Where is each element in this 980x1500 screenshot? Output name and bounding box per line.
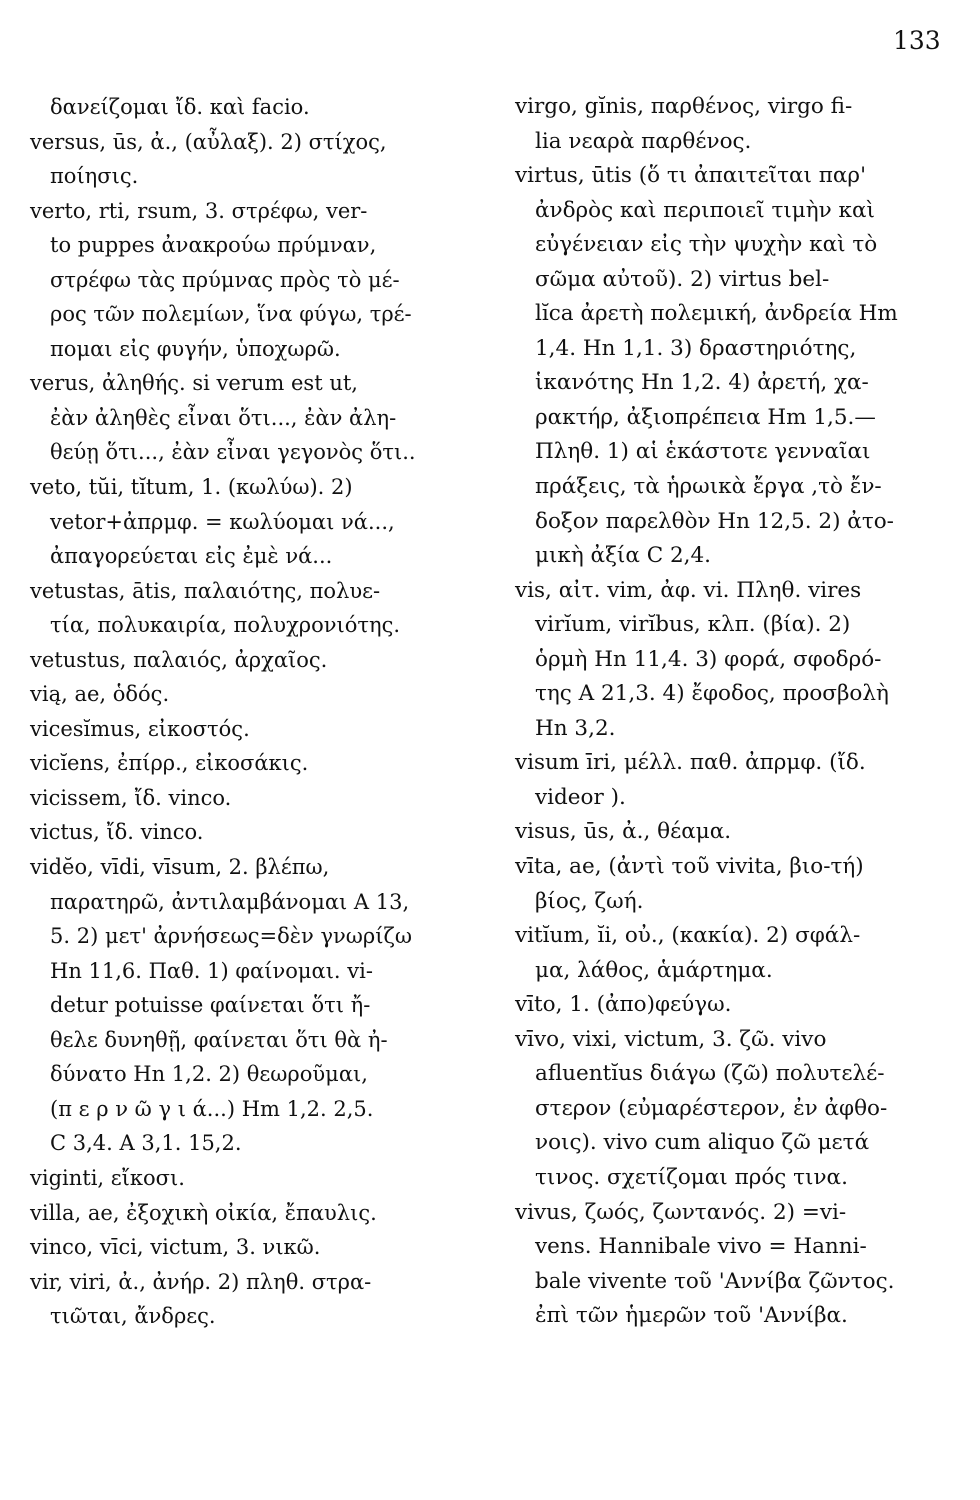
dictionary-line: δοξον παρελθὸν Hn 12,5. 2) ἀτο-: [535, 508, 894, 534]
dictionary-line: Hn 3,2.: [535, 715, 616, 741]
dictionary-line: (π ε ρ ν ῶ γ ι ά...) Hm 1,2. 2,5.: [50, 1096, 374, 1121]
dictionary-line: ρακτήρ, ἀξιοπρέπεια Hm 1,5.—: [535, 404, 876, 430]
dictionary-line: to puppes ἀνακρούω πρύμναν,: [50, 233, 377, 258]
dictionary-line: 1,4. Hn 1,1. 3) δραστηριότης,: [535, 335, 857, 361]
dictionary-line: veto, tŭi, tĭtum, 1. (κωλύω). 2): [30, 475, 353, 500]
dictionary-line: virgo, gĭnis, παρθένος, virgo fi-: [515, 94, 853, 119]
dictionary-line: τιῶται, ἄνδρες.: [50, 1304, 216, 1329]
dictionary-line: θελε δυνηθῇ, φαίνεται ὅτι θὰ ἠ-: [50, 1027, 388, 1052]
dictionary-line: versus, ūs, ἀ., (αὖλαξ). 2) στίχος,: [30, 129, 387, 154]
dictionary-line: vīta, ae, (ἀντὶ τοῦ vivita, βιο-τή): [515, 854, 864, 880]
dictionary-line: τία, πολυκαιρία, πολυχρονιότης.: [50, 613, 401, 638]
dictionary-line: vir, viri, ἀ., ἀνήρ. 2) πληθ. στρα-: [30, 1269, 372, 1294]
dictionary-line: σῶμα αὐτοῦ). 2) virtus bel-: [535, 266, 830, 292]
dictionary-line: μικὴ ἀξία C 2,4.: [535, 543, 712, 569]
dictionary-line: βίος, ζωή.: [535, 888, 644, 914]
dictionary-line: πράξεις, τὰ ἡρωικὰ ἔργα ,τὸ ἔν-: [535, 474, 882, 500]
dictionary-line: victus, ἴδ. vinco.: [30, 820, 204, 845]
dictionary-line: vinco, vīci, victum, 3. νικῶ.: [30, 1235, 321, 1260]
dictionary-line: vetustus, παλαιός, ἀρχαῖος.: [30, 647, 328, 672]
dictionary-line: μα, λάθος, ἁμάρτημα.: [535, 957, 773, 983]
dictionary-line: vivus, ζωός, ζωντανός. 2) =vi-: [515, 1199, 847, 1225]
dictionary-line: verto, rti, rsum, 3. στρέφω, ver-: [30, 198, 368, 223]
dictionary-line: vis, αἰτ. vim, ἀφ. vi. Πληθ. vires: [515, 577, 862, 603]
dictionary-line: παρατηρῶ, ἀντιλαμβάνομαι A 13,: [50, 889, 410, 914]
dictionary-line: virtus, ūtis (ὅ τι ἀπαιτεῖται παρ': [515, 163, 866, 189]
dictionary-line: στερον (εὐμαρέστερον, ἐν ἀφθο-: [535, 1095, 888, 1121]
dictionary-line: vens. Hannibale vivo = Hanni-: [535, 1234, 867, 1260]
dictionary-line: detur potuisse φαίνεται ὅτι ἤ-: [50, 993, 371, 1018]
dictionary-line: ἐπὶ τῶν ἡμερῶν τοῦ 'Αννίβα.: [535, 1303, 848, 1329]
dictionary-line: πομαι εἰς φυγήν, ὑποχωρῶ.: [50, 336, 341, 361]
dictionary-line: ποίησις.: [50, 164, 139, 189]
left-column: [30, 90, 492, 1334]
dictionary-line: ρος τῶν πολεμίων, ἵνα φύγω, τρέ-: [50, 302, 412, 327]
dictionary-line: verus, ἀληθής. si verum est ut,: [30, 371, 358, 396]
right-column: [515, 90, 965, 1334]
dictionary-line: ἀνδρὸς καὶ περιποιεῖ τιμὴν καὶ: [535, 197, 875, 223]
dictionary-line: viginti, εἴκοσι.: [30, 1165, 185, 1190]
dictionary-line: vīvo, vixi, victum, 3. ζῶ. vivo: [515, 1026, 827, 1052]
page-number: 133: [893, 26, 941, 55]
dictionary-line: vetor+ἀπρμφ. = κωλύομαι νά...,: [50, 509, 395, 534]
dictionary-line: της A 21,3. 4) ἔφοδος, προσβολὴ: [535, 681, 889, 707]
dictionary-line: lĭca ἀρετὴ πολεμική, ἀνδρεία Hm: [535, 301, 898, 327]
dictionary-line: Πληθ. 1) αἱ ἑκάστοτε γενναῖαι: [535, 439, 871, 465]
dictionary-line: vicĭens, ἐπίρρ., εἰκοσάκις.: [30, 751, 309, 776]
dictionary-line: vitĭum, ĭi, οὐ., (κακία). 2) σφάλ-: [515, 923, 861, 949]
dictionary-line: bale vivente τοῦ 'Αννίβα ζῶντος.: [535, 1268, 895, 1294]
dictionary-line: vetustas, ātis, παλαιότης, πολυε-: [30, 578, 381, 603]
dictionary-line: visum īri, μέλλ. παθ. ἀπρμφ. (ἴδ.: [515, 750, 866, 776]
dictionary-line: ἐὰν ἀληθὲς εἶναι ὅτι..., ἐὰν ἀλη-: [50, 405, 397, 430]
dictionary-line: ἀπαγορεύεται εἰς ἐμὲ νά...: [50, 544, 333, 569]
dictionary-line: θεύῃ ὅτι..., ἐὰν εἶναι γεγονὸς ὅτι..: [50, 440, 416, 465]
dictionary-line: videor ).: [535, 784, 626, 810]
dictionary-line: Hn 11,6. Παθ. 1) φαίνομαι. vi-: [50, 958, 373, 983]
dictionary-line: lia νεαρὰ παρθένος.: [535, 128, 752, 154]
dictionary-line: στρέφω τὰς πρύμνας πρὸς τὸ μέ-: [50, 267, 400, 292]
dictionary-line: τινος. σχετίζομαι πρός τινα.: [535, 1164, 848, 1190]
dictionary-line: νοις). vivo cum aliquo ζῶ μετά: [535, 1130, 870, 1156]
dictionary-line: 5. 2) μετ' ἀρνήσεως=δὲν γνωρίζω: [50, 924, 412, 949]
dictionary-line: vicesĭmus, εἰκοστός.: [30, 716, 250, 741]
dictionary-line: C 3,4. A 3,1. 15,2.: [50, 1131, 242, 1156]
dictionary-line: virĭum, virĭbus, κλπ. (βία). 2): [535, 612, 851, 638]
dictionary-line: vidĕo, vīdi, vīsum, 2. βλέπω,: [30, 855, 330, 880]
dictionary-line: vīto, 1. (ἀπο)φεύγω.: [515, 992, 732, 1018]
dictionary-line: visus, ūs, ἀ., θέαμα.: [515, 819, 732, 845]
dictionary-line: εὐγένειαν εἰς τὴν ψυχὴν καὶ τὸ: [535, 232, 878, 258]
dictionary-line: villa, ae, ἐξοχικὴ οἰκία, ἔπαυλις.: [30, 1200, 377, 1225]
dictionary-line: ὁρμὴ Hn 11,4. 3) φορά, σφοδρό-: [535, 646, 882, 672]
dictionary-line: δύνατο Hn 1,2. 2) θεωροῦμαι,: [50, 1062, 368, 1087]
dictionary-line: ἱκανότης Hn 1,2. 4) ἀρετή, χα-: [535, 370, 869, 396]
dictionary-line: vicissem, ἴδ. vinco.: [30, 785, 232, 810]
dictionary-line: afluentĭus διάγω (ζῶ) πολυτελέ-: [535, 1061, 885, 1087]
dictionary-line: vią, ae, ὁδός.: [30, 682, 170, 707]
dictionary-line: δανείζομαι ἴδ. καὶ facio.: [50, 95, 310, 119]
